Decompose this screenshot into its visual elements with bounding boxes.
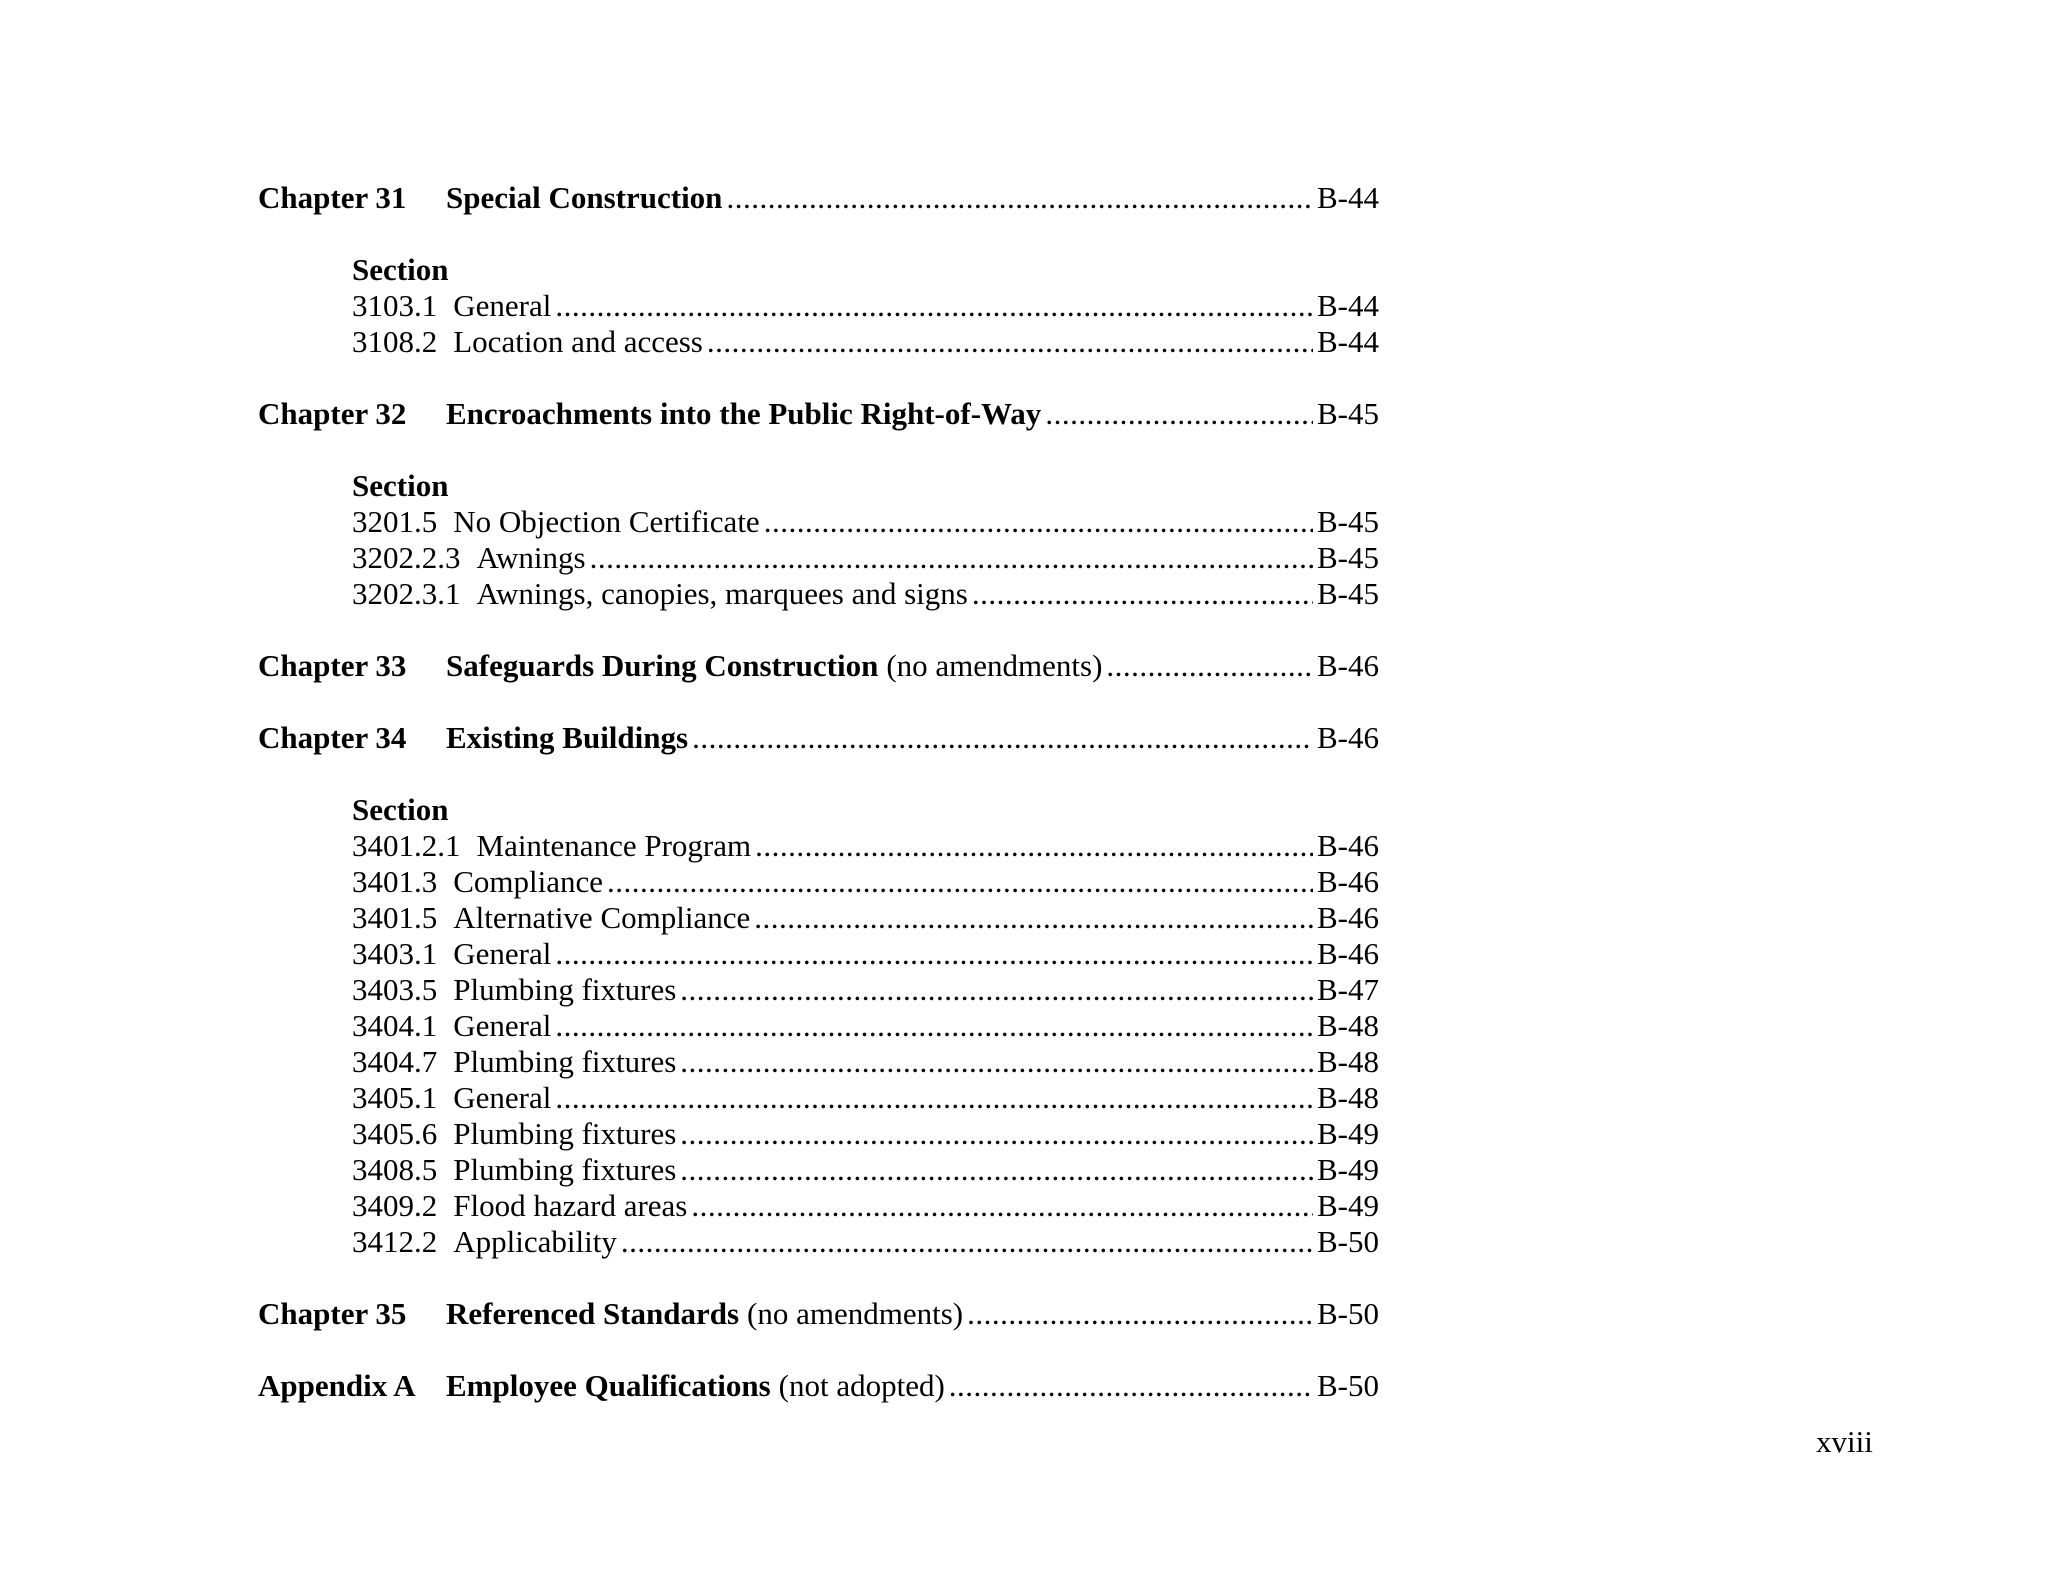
dot-leader [607,864,1313,900]
section-title: Maintenance Program [476,828,752,863]
dot-leader [707,324,1313,360]
toc-section-row[interactable] [258,1188,1379,1224]
chapter-title: Encroachments into the Public Right-of-Way [446,396,1042,431]
section-number: 3405.6 [352,1116,438,1151]
chapter-label: Chapter 31 [258,180,407,215]
toc-chapter-35[interactable] [258,1296,1379,1332]
section-number: 3108.2 [352,324,438,359]
toc-section-row[interactable] [258,936,1379,972]
page-ref: B-45 [1317,504,1379,539]
page-ref: B-49 [1317,1116,1379,1151]
toc-section-row[interactable] [258,1224,1379,1260]
section-number: 3201.5 [352,504,438,539]
dot-leader [621,1224,1313,1260]
dot-leader [949,1368,1313,1404]
chapter-label: Chapter 33 [258,648,407,683]
section-number: 3202.2.3 [352,540,461,575]
dot-leader [1045,396,1313,432]
toc-chapter-33[interactable] [258,648,1379,684]
toc-chapter-31[interactable] [258,180,1379,216]
toc-section-row[interactable] [258,540,1379,576]
dot-leader [691,1188,1313,1224]
section-number: 3403.1 [352,936,438,971]
dot-leader [680,1116,1313,1152]
chapter-title: Special Construction [446,180,723,215]
section-number: 3103.1 [352,288,438,323]
page-ref: B-49 [1317,1188,1379,1223]
page-ref: B-46 [1317,900,1379,935]
chapter-34-section-list [258,828,1379,1260]
page-ref: B-45 [1317,540,1379,575]
toc-section-row[interactable] [258,1080,1379,1116]
toc-chapter-34[interactable] [258,720,1379,756]
chapter-label: Chapter 34 [258,720,407,755]
toc-section-row[interactable] [258,972,1379,1008]
section-title: General [453,936,552,971]
toc-section-row[interactable] [258,828,1379,864]
dot-leader [764,504,1313,540]
section-title: General [453,288,552,323]
chapter-note: (no amendments) [886,648,1103,683]
page-ref: B-48 [1317,1080,1379,1115]
page-ref: B-49 [1317,1152,1379,1187]
dot-leader [1106,648,1313,684]
toc-section-row[interactable] [258,288,1379,324]
appendix-title: Employee Qualifications [446,1368,771,1403]
dot-leader [680,972,1313,1008]
section-number: 3409.2 [352,1188,438,1223]
toc-section-row[interactable] [258,1008,1379,1044]
dot-leader [680,1152,1313,1188]
chapter-label: Chapter 32 [258,396,407,431]
toc-chapter-32[interactable] [258,396,1379,432]
toc-section-row[interactable] [258,864,1379,900]
page-ref: B-48 [1317,1044,1379,1079]
toc-section-row[interactable] [258,1044,1379,1080]
page-ref: B-50 [1317,1296,1379,1331]
toc-section-row[interactable] [258,1152,1379,1188]
section-number: 3404.7 [352,1044,438,1079]
dot-leader [692,720,1313,756]
toc-section-row[interactable] [258,576,1379,612]
section-number: 3408.5 [352,1152,438,1187]
page-number: xviii [1816,1424,1873,1459]
section-title: Plumbing fixtures [453,972,677,1007]
section-title: Plumbing fixtures [453,1116,677,1151]
page-ref: B-45 [1317,396,1379,431]
dot-leader [680,1044,1313,1080]
dot-leader [555,288,1313,324]
toc-section-row[interactable] [258,900,1379,936]
page-ref: B-44 [1317,324,1379,359]
dot-leader [967,1296,1313,1332]
dot-leader [555,1080,1313,1116]
section-heading: Section [352,252,449,287]
dot-leader [972,576,1313,612]
section-number: 3202.3.1 [352,576,461,611]
dot-leader [590,540,1313,576]
toc-section-row[interactable] [258,504,1379,540]
section-heading: Section [352,468,449,503]
section-number: 3403.5 [352,972,438,1007]
dot-leader [555,936,1313,972]
dot-leader [726,180,1313,216]
section-number: 3401.5 [352,900,438,935]
section-title: No Objection Certificate [453,504,760,539]
appendix-label: Appendix A [258,1368,416,1403]
page-ref: B-46 [1317,828,1379,863]
chapter-title: Safeguards During Construction [446,648,879,683]
section-number: 3405.1 [352,1080,438,1115]
page-ref: B-46 [1317,720,1379,755]
section-heading: Section [352,792,449,827]
page-ref: B-46 [1317,936,1379,971]
toc-appendix-a[interactable] [258,1368,1379,1404]
section-title: Awnings [476,540,586,575]
section-title: Plumbing fixtures [453,1152,677,1187]
toc-section-row[interactable] [258,1116,1379,1152]
page-ref: B-45 [1317,576,1379,611]
section-number: 3401.2.1 [352,828,461,863]
chapter-title: Existing Buildings [446,720,689,755]
page-ref: B-46 [1317,648,1379,683]
dot-leader [754,900,1313,936]
section-title: Plumbing fixtures [453,1044,677,1079]
chapter-note: (no amendments) [747,1296,964,1331]
page-ref: B-44 [1317,288,1379,323]
page-ref: B-50 [1317,1224,1379,1259]
section-number: 3401.3 [352,864,438,899]
section-title: Alternative Compliance [453,900,751,935]
section-title: General [453,1008,552,1043]
dot-leader [755,828,1313,864]
section-title: Awnings, canopies, marquees and signs [476,576,968,611]
chapter-title: Referenced Standards [446,1296,740,1331]
page-ref: B-44 [1317,180,1379,215]
page-ref: B-47 [1317,972,1379,1007]
appendix-note: (not adopted) [778,1368,945,1403]
section-title: Applicability [453,1224,617,1259]
section-number: 3404.1 [352,1008,438,1043]
section-title: Flood hazard areas [453,1188,688,1223]
dot-leader [555,1008,1313,1044]
section-number: 3412.2 [352,1224,438,1259]
chapter-label: Chapter 35 [258,1296,407,1331]
section-title: Location and access [453,324,703,359]
table-of-contents [258,180,1379,1404]
section-title: General [453,1080,552,1115]
section-title: Compliance [453,864,604,899]
page-ref: B-48 [1317,1008,1379,1043]
page-ref: B-50 [1317,1368,1379,1403]
toc-section-row[interactable] [258,324,1379,360]
page-ref: B-46 [1317,864,1379,899]
